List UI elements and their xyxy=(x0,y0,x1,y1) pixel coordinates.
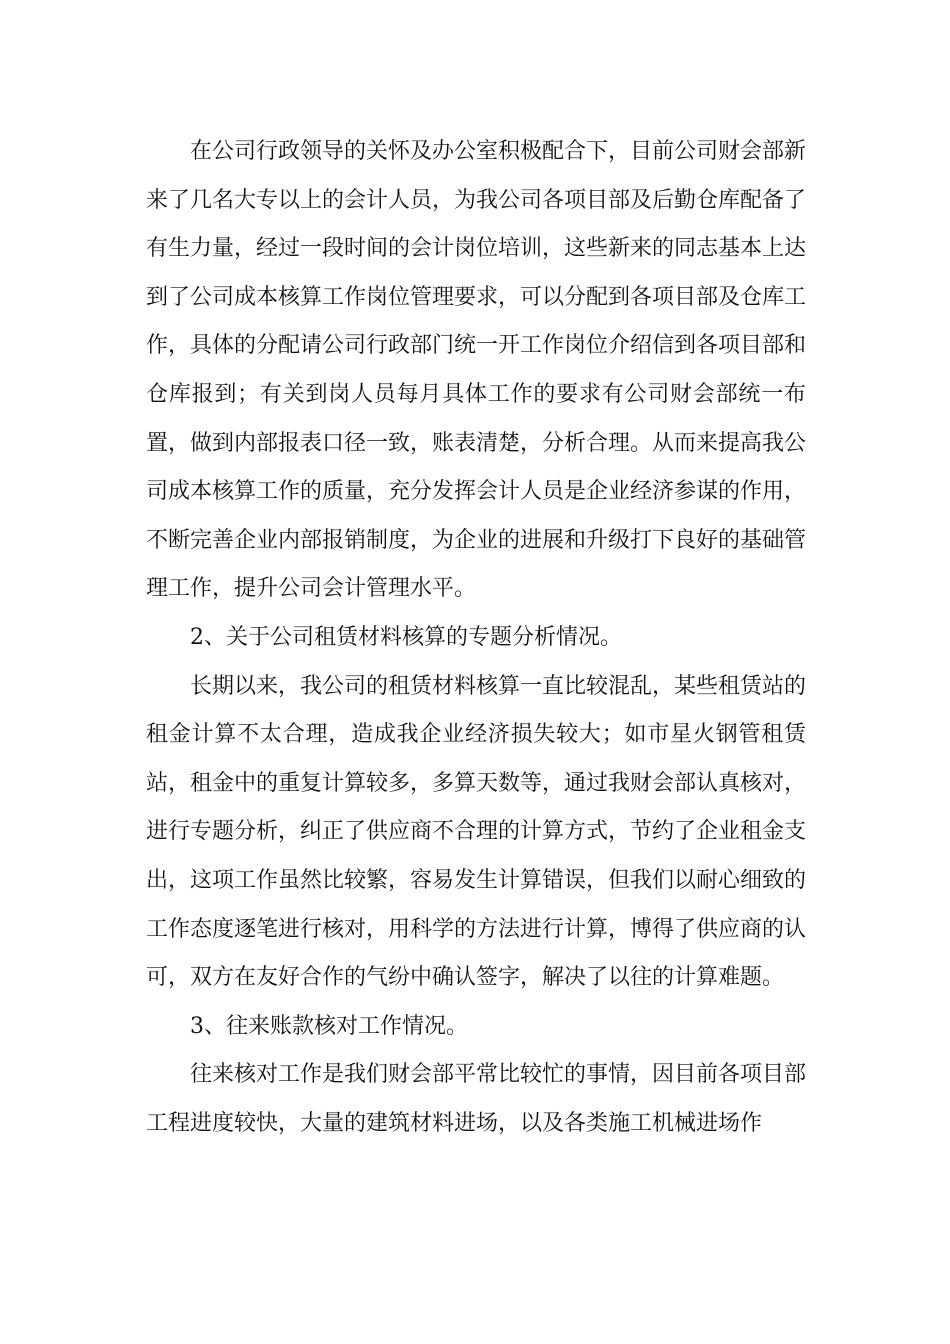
section-heading-accounts-reconciliation: 3、往来账款核对工作情况。 xyxy=(190,1013,468,1039)
paragraph-leasing-materials: 长期以来，我公司的租赁材料核算一直比较混乱，某些租赁站的租金计算不太合理，造成我企业经济损失较大；如市星火钢管租赁站，租金中的重复计算较多，多算天数等，通过我财会部认真核对，进行专题分析，纠正了供应商不合理的计算方式，节约了企业租金支出，这项工作虽然比较繁，容易发生计算错误，但我们以耐心细致的工作态度逐笔进行核对，用科学的方法进行计算，博得了供应商的认可，双方在友好合作的气纷中确认签字，解决了以往的计算难题。 xyxy=(146,673,807,991)
paragraph-accounts-reconciliation: 往来核对工作是我们财会部平常比较忙的事情，因目前各项目部工程进度较快，大量的建筑材料进场，以及各类施工机械进场作 xyxy=(146,1062,807,1136)
paragraph-staff-training: 在公司行政领导的关怀及办公室积极配合下，目前公司财会部新来了几名大专以上的会计人员，为我公司各项目部及后勤仓库配备了有生力量，经过一段时间的会计岗位培训，这些新来的同志基本上达到了公司成本核算工作岗位管理要求，可以分配到各项目部及仓库工作，具体的分配请公司行政部门统一开工作岗位介绍信到各项目部和仓库报到；有关到岗人员每月具体工作的要求有公司财会部统一布置，做到内部报表口径一致，账表清楚，分析合理。从而来提高我公司成本核算工作的质量，充分发挥会计人员是企业经济参谋的作用，不断完善企业内部报销制度，为企业的进展和升级打下良好的基础管理工作，提升公司会计管理水平。 xyxy=(146,139,807,602)
section-heading-leasing-materials: 2、关于公司租赁材料核算的专题分析情况。 xyxy=(190,624,622,650)
document-page xyxy=(146,128,806,1148)
